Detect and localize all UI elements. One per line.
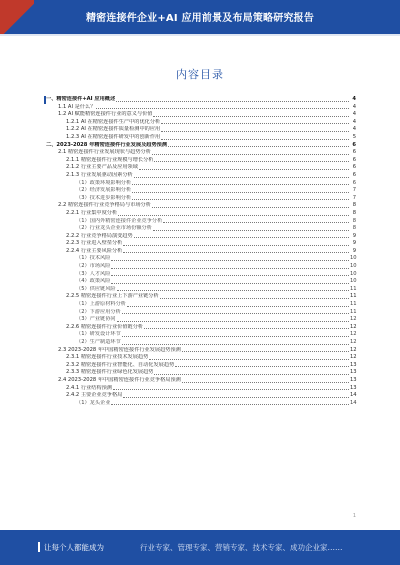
toc-leader-dots (161, 123, 349, 124)
toc-entry-title: 二、2023-2028 年精密连接件行业发展及趋势预测 (46, 141, 168, 148)
toc-entry-title: 2.2.5 精密连接件行业上下游产业链分析 (66, 293, 159, 300)
toc-entry-title: 1.2.3 AI 在精密连接件研发中的创新作用 (66, 133, 161, 140)
toc-entry[interactable] (46, 164, 356, 172)
toc-leader-dots (127, 306, 349, 307)
toc-entry-title: （3）人才风险 (76, 270, 111, 277)
toc-leader-dots (163, 222, 349, 223)
toc-entry-page: 12 (350, 346, 357, 353)
toc-entry[interactable] (46, 286, 356, 294)
toc-entry-page: 9 (352, 240, 356, 247)
toc-entry-title: （2）下游应用分析 (76, 308, 121, 315)
toc-entry-title: （2）生产制造环节 (76, 339, 121, 345)
table-of-contents (46, 96, 356, 511)
toc-entry[interactable] (46, 369, 356, 377)
toc-entry-page: 4 (352, 126, 356, 133)
footer-accent-line (38, 542, 40, 552)
toc-entry-title: （4）政策风险 (76, 278, 111, 285)
report-title: 精密连接件企业+AI 应用前景及布局策略研究报告 (85, 13, 315, 24)
toc-entry-title: 2.2.6 精密连接件行业价值链分析 (66, 323, 144, 330)
toc-leader-dots (132, 199, 349, 200)
toc-entry[interactable] (46, 324, 356, 332)
toc-leader-dots (132, 184, 349, 185)
toc-entry[interactable] (46, 233, 356, 241)
toc-entry-page: 6 (352, 179, 356, 186)
toc-entry-title: （1）技术风险 (76, 255, 111, 262)
toc-entry[interactable] (46, 339, 356, 347)
toc-leader-dots (154, 161, 349, 162)
toc-entry-title: （1）国内外精密连接件企业竞争分析 (76, 217, 163, 224)
toc-entry-page: 5 (352, 133, 356, 140)
toc-entry[interactable] (46, 400, 356, 408)
toc-entry-page: 6 (352, 156, 356, 163)
toc-entry[interactable] (46, 278, 356, 286)
toc-leader-dots (111, 268, 349, 269)
toc-leader-dots (160, 298, 349, 299)
toc-leader-dots (123, 397, 349, 398)
toc-entry-title: 1.2.1 AI 在精密连接件生产中的优化分析 (66, 118, 161, 125)
toc-leader-dots (139, 169, 349, 170)
toc-entry-page: 13 (350, 361, 357, 368)
toc-entry[interactable] (46, 104, 356, 112)
toc-entry-title: 2.3.2 精密连接件行业智能化、自动化发展趋势 (66, 361, 175, 368)
toc-entry[interactable] (46, 225, 356, 233)
toc-leader-dots (116, 101, 349, 102)
toc-entry[interactable] (46, 248, 356, 256)
toc-leader-dots (153, 230, 349, 231)
toc-leader-dots (153, 116, 349, 117)
toc-entry-page: 4 (352, 118, 356, 125)
toc-entry[interactable] (46, 202, 356, 210)
toc-leader-dots (118, 215, 349, 216)
toc-entry-page: 10 (350, 255, 357, 262)
toc-entry[interactable] (46, 111, 356, 119)
toc-entry[interactable] (46, 180, 356, 188)
toc-entry[interactable] (46, 142, 356, 150)
toc-entry-title: 2.3 2023-2028 年中国精密连接件行业发展趋势预测 (58, 346, 181, 353)
footer-slogan: 让每个人都能成为 (44, 543, 104, 552)
toc-entry[interactable] (46, 271, 356, 279)
toc-entry-page: 7 (352, 187, 356, 194)
toc-entry-title: （1）上游原材料分析 (76, 301, 126, 308)
toc-entry-page: 13 (350, 369, 357, 376)
toc-entry-title: 2.3.1 精密连接件行业技术发展趋势 (66, 354, 149, 361)
toc-leader-dots (152, 207, 349, 208)
toc-entry-title: 一、精密连接件+AI 应用概述 (46, 96, 116, 102)
toc-entry[interactable] (46, 195, 356, 203)
page-number: 1 (352, 513, 356, 519)
toc-leader-dots (111, 260, 349, 261)
toc-entry-title: 2.1 精密连接件行业发展现状与趋势分析 (58, 149, 151, 156)
toc-entry-page: 7 (352, 194, 356, 201)
toc-entry[interactable] (46, 126, 356, 134)
toc-entry-title: （1）研发设计环节 (76, 331, 121, 338)
toc-entry-title: 2.4 2023-2028 年中国精密连接件行业竞争格局预测 (58, 376, 181, 383)
toc-leader-dots (122, 313, 349, 314)
toc-entry[interactable] (46, 240, 356, 248)
toc-entry[interactable] (46, 96, 356, 104)
toc-leader-dots (111, 283, 349, 284)
report-header (0, 0, 400, 34)
toc-entry-title: 2.3.3 精密连接件行业绿色化发展趋势 (66, 369, 154, 376)
toc-leader-dots (161, 139, 349, 140)
toc-heading: 内容目录 (176, 68, 224, 81)
toc-entry[interactable] (46, 255, 356, 263)
toc-entry[interactable] (46, 187, 356, 195)
toc-entry-page: 12 (350, 323, 357, 330)
toc-entry-page: 12 (350, 339, 357, 345)
toc-entry-page: 6 (352, 149, 356, 156)
toc-entry-title: （5）供应链风险 (76, 285, 116, 292)
toc-entry-title: 1.2.2 AI 在精密连接件质量检测中的应用 (66, 126, 161, 133)
toc-entry[interactable] (46, 354, 356, 362)
toc-leader-dots (152, 154, 349, 155)
toc-entry[interactable] (46, 309, 356, 317)
toc-entry[interactable] (46, 119, 356, 127)
toc-leader-dots (123, 252, 349, 253)
toc-leader-dots (96, 108, 349, 109)
toc-entry-page: 6 (352, 164, 356, 171)
toc-entry[interactable] (46, 362, 356, 370)
toc-entry-page: 4 (352, 96, 356, 102)
toc-entry-page: 6 (352, 171, 356, 178)
footer-banner (0, 530, 400, 565)
toc-entry[interactable] (46, 157, 356, 165)
toc-leader-dots (182, 351, 349, 352)
toc-entry-page: 11 (350, 293, 357, 300)
toc-entry-title: 2.2.3 行业进入壁垒分析 (66, 240, 123, 247)
toc-entry-page: 12 (350, 331, 357, 338)
toc-entry-page: 11 (350, 308, 357, 315)
toc-entry[interactable] (46, 301, 356, 309)
toc-entry[interactable] (46, 316, 356, 324)
toc-entry-page: 4 (352, 103, 356, 110)
footer-tagline: 行业专家、管理专家、营销专家、技术专家、成功企业家…… (140, 543, 343, 552)
toc-entry-title: 2.4.2 主要企业竞争格局 (66, 392, 123, 399)
toc-entry-page: 8 (352, 209, 356, 216)
toc-leader-dots (117, 290, 349, 291)
toc-entry-page: 12 (350, 354, 357, 361)
toc-entry-title: 2.2.4 行业主要风险分析 (66, 247, 123, 254)
toc-leader-dots (122, 336, 349, 337)
toc-entry-title: 2.4.1 行业结构预测 (66, 384, 112, 391)
toc-entry-page: 9 (352, 247, 356, 254)
toc-leader-dots (123, 245, 349, 246)
toc-leader-dots (161, 131, 349, 132)
toc-entry-title: 1.1 AI 是什么？ (58, 103, 96, 110)
toc-entry-title: 2.1.3 行业发展驱动因素分析 (66, 171, 133, 178)
toc-entry[interactable] (46, 134, 356, 142)
toc-leader-dots (149, 359, 349, 360)
toc-entry-title: （2）经济发展影响分析 (76, 187, 132, 194)
toc-entry-page: 11 (350, 285, 357, 292)
toc-entry-title: 2.2 精密连接件行业竞争格局与市场分析 (58, 202, 151, 209)
toc-entry-page: 10 (350, 263, 357, 270)
toc-entry-page: 13 (350, 376, 357, 383)
toc-entry[interactable] (46, 347, 356, 355)
toc-entry-page: 11 (350, 301, 357, 308)
toc-leader-dots (168, 146, 349, 147)
toc-leader-dots (134, 177, 349, 178)
toc-entry[interactable] (46, 210, 356, 218)
toc-entry-page: 4 (352, 111, 356, 118)
toc-entry-title: 2.1.1 精密连接件行业规模与增长分析 (66, 156, 154, 163)
toc-entry-title: 2.2.1 行业集中度分析 (66, 209, 118, 216)
toc-entry-page: 8 (352, 225, 356, 232)
toc-leader-dots (144, 328, 349, 329)
toc-leader-dots (111, 275, 349, 276)
toc-entry[interactable] (46, 392, 356, 400)
toc-entry-title: 2.2.2 行业竞争格局演变趋势 (66, 232, 133, 239)
toc-entry-title: （1）政策环境影响分析 (76, 179, 132, 186)
toc-leader-dots (154, 374, 349, 375)
toc-leader-dots (134, 237, 349, 238)
toc-entry-page: 14 (350, 392, 357, 399)
toc-entry[interactable] (46, 385, 356, 393)
toc-entry-page: 12 (350, 316, 357, 323)
toc-entry-title: （2）市场风险 (76, 263, 111, 270)
toc-entry-title: （3）产业链协同 (76, 316, 116, 323)
toc-entry[interactable] (46, 377, 356, 385)
toc-entry-title: （2）行业龙头企业市场份额分析 (76, 225, 152, 232)
header-divider (0, 34, 400, 36)
toc-entry-page: 6 (352, 141, 356, 148)
toc-entry[interactable] (46, 263, 356, 271)
toc-entry[interactable] (46, 218, 356, 226)
toc-leader-dots (182, 382, 349, 383)
toc-entry-page: 13 (350, 384, 357, 391)
toc-leader-dots (117, 321, 349, 322)
toc-entry[interactable] (46, 331, 356, 339)
toc-leader-dots (113, 389, 349, 390)
toc-entry-page: 9 (352, 232, 356, 239)
toc-entry-title: 2.1.2 行业主要产品及应用领域 (66, 164, 138, 171)
toc-entry-page: 8 (352, 202, 356, 209)
toc-entry-page: 8 (352, 217, 356, 224)
toc-leader-dots (132, 192, 349, 193)
toc-entry[interactable] (46, 293, 356, 301)
toc-entry-title: （3）技术进步影响分析 (76, 194, 132, 201)
toc-entry-page: 14 (350, 399, 357, 406)
toc-entry-title: （1）龙头企业 (76, 399, 111, 406)
toc-leader-dots (122, 344, 349, 345)
toc-entry[interactable] (46, 172, 356, 180)
toc-entry-title: 1.2 AI 赋能精密连接件行业的意义与价值 (58, 111, 153, 118)
toc-leader-dots (111, 404, 349, 405)
toc-entry-page: 10 (350, 278, 357, 285)
toc-entry[interactable] (46, 149, 356, 157)
toc-leader-dots (175, 366, 349, 367)
toc-entry-page: 10 (350, 270, 357, 277)
